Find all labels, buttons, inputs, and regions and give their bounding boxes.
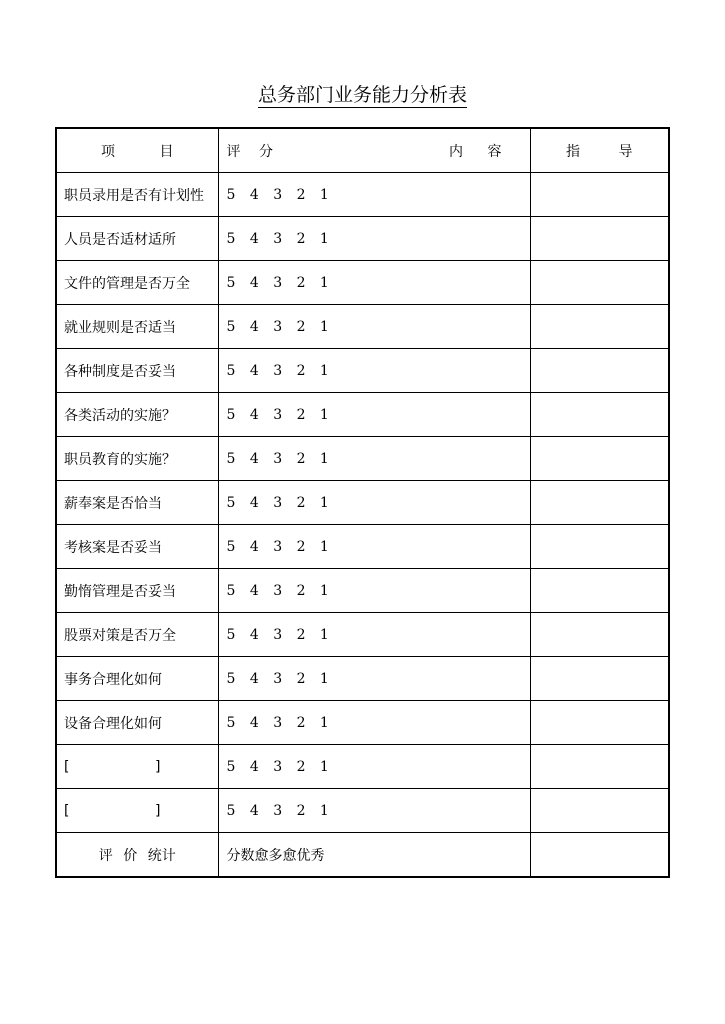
item-label: 考核案是否妥当 xyxy=(56,525,218,569)
analysis-table xyxy=(55,127,670,878)
header-item: 项 目 xyxy=(56,128,218,173)
guide-cell[interactable] xyxy=(530,745,669,789)
table-row xyxy=(56,437,669,481)
table-row xyxy=(56,613,669,657)
header-score-left: 评 分 xyxy=(226,143,273,160)
guide-cell[interactable] xyxy=(530,833,669,878)
guide-cell[interactable] xyxy=(530,261,669,305)
header-guide: 指 导 xyxy=(530,128,669,173)
score-scale: 5 4 3 2 1 xyxy=(218,217,530,261)
page-title xyxy=(0,80,725,107)
score-scale: 5 4 3 2 1 xyxy=(218,173,530,217)
bracket-open: [ xyxy=(64,802,70,819)
guide-cell[interactable] xyxy=(530,217,669,261)
footer-value: 分数愈多愈优秀 xyxy=(218,833,530,878)
guide-cell[interactable] xyxy=(530,305,669,349)
guide-cell[interactable] xyxy=(530,613,669,657)
score-scale: 5 4 3 2 1 xyxy=(218,701,530,745)
score-scale: 5 4 3 2 1 xyxy=(218,745,530,789)
blank-item-cell xyxy=(56,745,218,789)
blank-row xyxy=(56,789,669,833)
table-row xyxy=(56,569,669,613)
item-label: 就业规则是否适当 xyxy=(56,305,218,349)
blank-row xyxy=(56,745,669,789)
table-row xyxy=(56,349,669,393)
item-label: 各种制度是否妥当 xyxy=(56,349,218,393)
guide-cell[interactable] xyxy=(530,525,669,569)
score-scale: 5 4 3 2 1 xyxy=(218,569,530,613)
bracket-close: ] xyxy=(155,758,161,775)
guide-cell[interactable] xyxy=(530,349,669,393)
score-scale: 5 4 3 2 1 xyxy=(218,393,530,437)
title-text: 总务部门业务能力分析表 xyxy=(257,84,467,106)
guide-cell[interactable] xyxy=(530,789,669,833)
score-scale: 5 4 3 2 1 xyxy=(218,437,530,481)
item-label: 职员录用是否有计划性 xyxy=(56,173,218,217)
table-row xyxy=(56,217,669,261)
item-label: 薪奉案是否恰当 xyxy=(56,481,218,525)
table-row xyxy=(56,261,669,305)
table-row xyxy=(56,173,669,217)
guide-cell[interactable] xyxy=(530,701,669,745)
table-row xyxy=(56,701,669,745)
item-label: 文件的管理是否万全 xyxy=(56,261,218,305)
score-scale: 5 4 3 2 1 xyxy=(218,789,530,833)
bracket-close: ] xyxy=(155,802,161,819)
score-scale: 5 4 3 2 1 xyxy=(218,613,530,657)
blank-item-cell xyxy=(56,789,218,833)
item-label: 设备合理化如何 xyxy=(56,701,218,745)
score-scale: 5 4 3 2 1 xyxy=(218,525,530,569)
table-row xyxy=(56,393,669,437)
header-row xyxy=(56,128,669,173)
item-label: 人员是否适材适所 xyxy=(56,217,218,261)
item-label: 股票对策是否万全 xyxy=(56,613,218,657)
footer-row xyxy=(56,833,669,878)
table-row xyxy=(56,657,669,701)
guide-cell[interactable] xyxy=(530,569,669,613)
item-label: 职员教育的实施？ xyxy=(56,437,218,481)
guide-cell[interactable] xyxy=(530,657,669,701)
guide-cell[interactable] xyxy=(530,437,669,481)
score-scale: 5 4 3 2 1 xyxy=(218,481,530,525)
table-row xyxy=(56,305,669,349)
item-label: 勤惰管理是否妥当 xyxy=(56,569,218,613)
item-label: 各类活动的实施？ xyxy=(56,393,218,437)
header-score xyxy=(218,128,530,173)
score-scale: 5 4 3 2 1 xyxy=(218,657,530,701)
header-score-right: 内 容 xyxy=(449,143,502,160)
guide-cell[interactable] xyxy=(530,393,669,437)
footer-label: 评 价 统计 xyxy=(56,833,218,878)
guide-cell[interactable] xyxy=(530,173,669,217)
item-label: 事务合理化如何 xyxy=(56,657,218,701)
score-scale: 5 4 3 2 1 xyxy=(218,305,530,349)
table-row xyxy=(56,525,669,569)
table-row xyxy=(56,481,669,525)
score-scale: 5 4 3 2 1 xyxy=(218,261,530,305)
guide-cell[interactable] xyxy=(530,481,669,525)
bracket-open: [ xyxy=(64,758,70,775)
score-scale: 5 4 3 2 1 xyxy=(218,349,530,393)
